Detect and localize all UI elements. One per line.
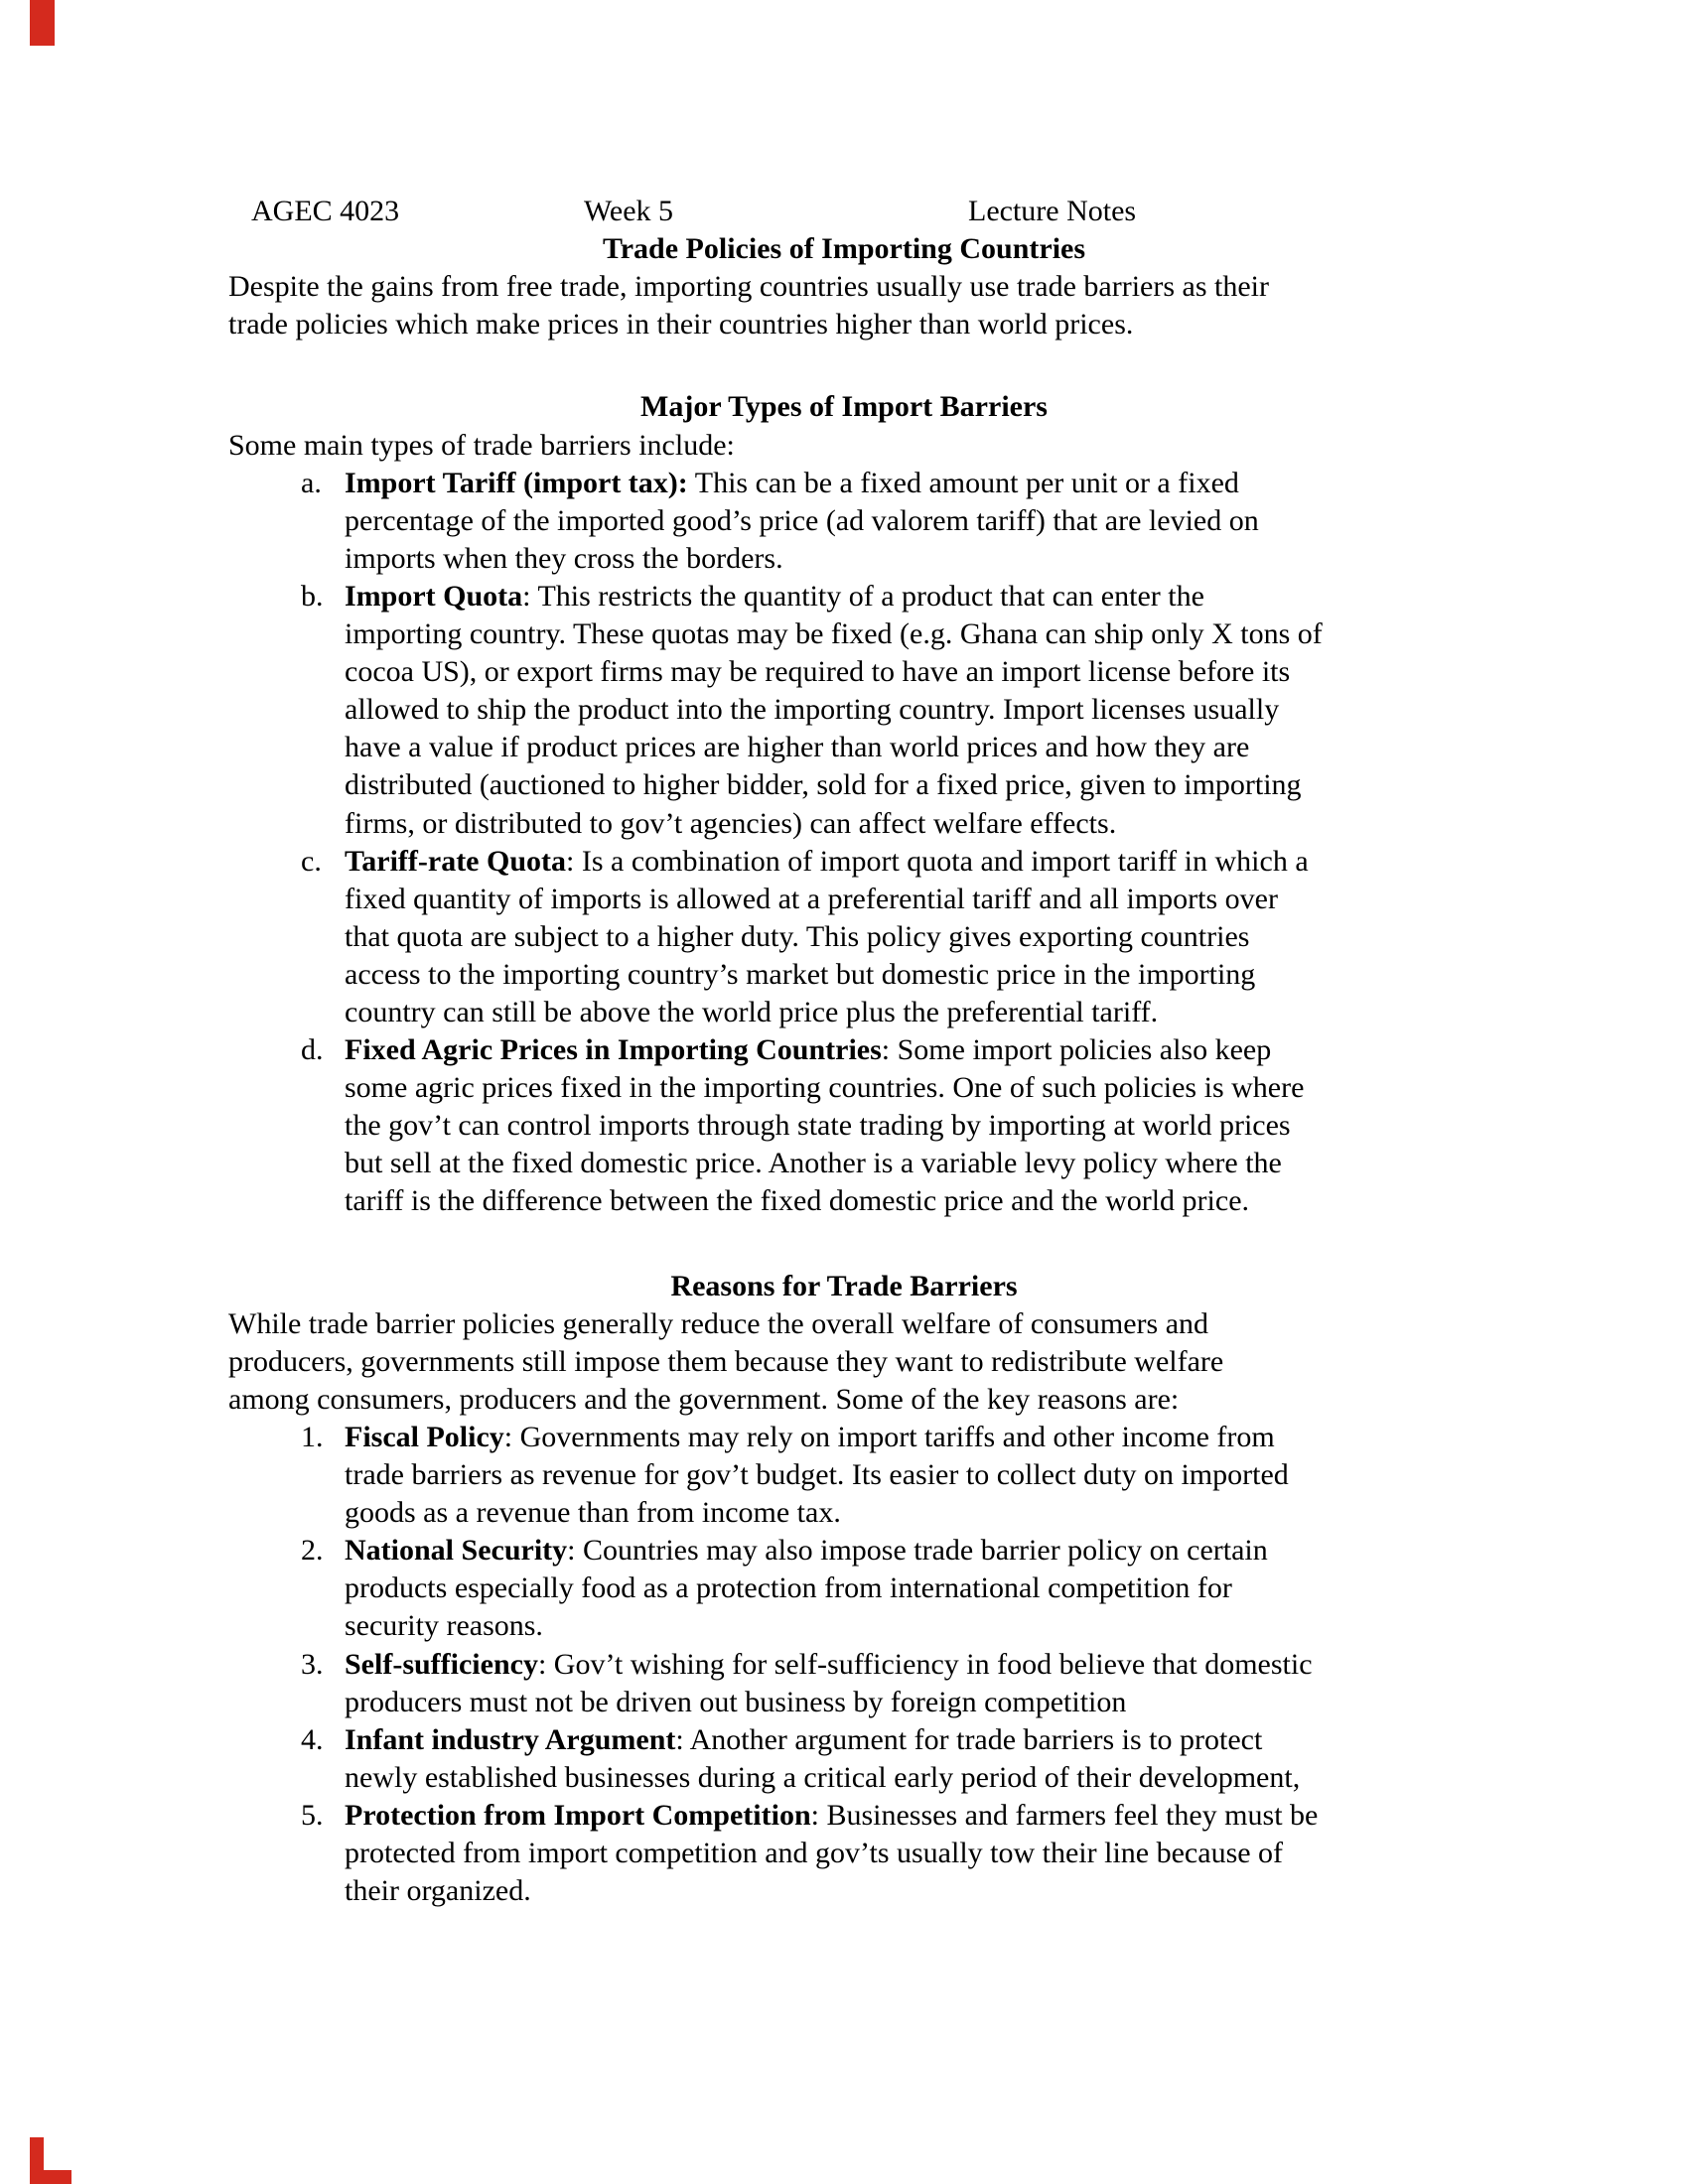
list-item [228,1646,1460,1721]
red-corner-mark-bottom-left [30,2137,71,2184]
major-types-lead: Some main types of trade barriers include: [228,428,735,462]
list-item-line: newly established businesses during a critical early period of their development, [345,1760,1301,1794]
list-marker: 1. [301,1421,324,1453]
list-item-text [345,578,1460,843]
list-item-line: imports when they cross the borders. [345,541,783,575]
list-item-bold-lead: Protection from Import Competition [345,1798,811,1832]
list-item [228,1721,1460,1797]
list-marker: 3. [301,1647,324,1681]
list-item-line: National Security: Countries may also impose trade barrier policy on certain [345,1534,1268,1568]
text-line: among consumers, producers and the government. Some of the key reasons are: [228,1382,1180,1416]
list-item [228,578,1460,843]
list-marker: 5. [301,1798,324,1832]
list-item-line: Fiscal Policy: Governments may rely on import tariffs and other income from [345,1421,1275,1453]
list-item-text [345,843,1460,1031]
import-barriers-list [228,465,1460,1221]
list-item-bold-lead: Import Quota [345,579,523,613]
blank-line [228,1221,1460,1259]
list-item-bold-lead: National Security [345,1534,568,1568]
list-item-line: fixed quantity of imports is allowed at a preferential tariff and all imports over [345,882,1278,915]
blank-line [228,343,1460,381]
list-item [228,1031,1460,1220]
list-item-line: access to the importing country’s market but domestic price in the importing [345,957,1256,991]
list-item-line: Import Tariff (import tax): This can be a fixed amount per unit or a fixed [345,466,1239,499]
red-corner-mark-top-left [30,0,55,46]
text-line: producers, governments still impose them because they want to redistribute welfare [228,1344,1224,1378]
list-marker: a. [301,466,322,499]
list-item-line: Tariff-rate Quota: Is a combination of import quota and import tariff in which a [345,844,1309,878]
list-item-bold-lead: Fiscal Policy [345,1421,504,1453]
list-marker: d. [301,1033,324,1067]
lecture-notes-label: Lecture Notes [968,195,1137,227]
list-item-text [345,1031,1460,1220]
list-item-line: the gov’t can control imports through state trading by importing at world prices [345,1109,1291,1143]
list-item-text [345,1721,1460,1797]
list-marker: 2. [301,1534,324,1568]
list-item-bold-lead: Fixed Agric Prices in Importing Countries [345,1033,882,1067]
list-item-line: Import Quota: This restricts the quantity of a product that can enter the [345,579,1204,613]
header-row [228,193,1460,230]
list-item-line: that quota are subject to a higher duty. This policy gives exporting countries [345,919,1250,953]
list-item-line: producers must not be driven out business by foreign competition [345,1685,1127,1718]
list-item [228,465,1460,578]
list-item [228,1419,1460,1532]
list-item [228,1532,1460,1645]
list-item-text [345,1797,1460,1910]
list-item-line: firms, or distributed to gov’t agencies) can affect welfare effects. [345,806,1117,840]
text-line: While trade barrier policies generally reduce the overall welfare of consumers and [228,1306,1209,1340]
list-item [228,1797,1460,1910]
list-item-line: importing country. These quotas may be fixed (e.g. Ghana can ship only X tons of [345,617,1323,651]
reasons-list [228,1419,1460,1910]
list-item-line: goods as a revenue than from income tax. [345,1496,841,1530]
list-item-text [345,1532,1460,1645]
list-item-bold-lead: Import Tariff (import tax): [345,466,688,499]
list-item-bold-lead: Self-sufficiency [345,1647,538,1681]
list-item-text [345,1419,1460,1532]
week-label: Week 5 [584,195,674,227]
list-item-line: Self-sufficiency: Gov’t wishing for self-sufficiency in food believe that domestic [345,1647,1313,1681]
list-item-line: their organized. [345,1874,531,1908]
list-item-line: security reasons. [345,1609,543,1643]
list-marker: 4. [301,1722,324,1756]
reasons-paragraph [228,1305,1460,1419]
page-title: Trade Policies of Importing Countries [602,232,1086,266]
section-heading-reasons: Reasons for Trade Barriers [670,1269,1018,1302]
course-code: AGEC 4023 [251,195,400,227]
list-item-text [345,1646,1460,1721]
list-item-line: country can still be above the world price plus the preferential tariff. [345,995,1159,1028]
list-item-line: trade barriers as revenue for gov’t budget. Its easier to collect duty on imported [345,1458,1289,1492]
list-item-line: Infant industry Argument: Another argument for trade barriers is to protect [345,1722,1263,1756]
list-item-line: Protection from Import Competition: Businesses and farmers feel they must be [345,1798,1319,1832]
list-item-line: distributed (auctioned to higher bidder, sold for a fixed price, given to importing [345,768,1302,802]
text-line: trade policies which make prices in their countries higher than world prices. [228,308,1134,341]
list-item-line: protected from import competition and gov’ts usually tow their line because of [345,1837,1284,1870]
page-content [228,193,1460,1910]
list-item-line: allowed to ship the product into the importing country. Import licenses usually [345,693,1280,727]
list-marker: c. [301,844,322,878]
list-item-line: have a value if product prices are higher than world prices and how they are [345,731,1250,764]
intro-paragraph [228,268,1460,343]
list-item-line: Fixed Agric Prices in Importing Countries: Some import policies also keep [345,1033,1272,1067]
list-item-bold-lead: Infant industry Argument [345,1722,676,1756]
list-item-line: products especially food as a protection from international competition for [345,1571,1232,1605]
list-item [228,843,1460,1031]
section-heading-major-types: Major Types of Import Barriers [640,390,1048,424]
list-marker: b. [301,579,324,613]
list-item-line: tariff is the difference between the fixed domestic price and the world price. [345,1184,1250,1218]
list-item-text [345,465,1460,578]
list-item-line: percentage of the imported good’s price (ad valorem tariff) that are levied on [345,503,1259,537]
list-item-line: but sell at the fixed domestic price. Another is a variable levy policy where the [345,1147,1282,1180]
list-item-bold-lead: Tariff-rate Quota [345,844,567,878]
list-item-line: cocoa US), or export firms may be required to have an import license before its [345,655,1291,689]
list-item-line: some agric prices fixed in the importing countries. One of such policies is where [345,1071,1305,1105]
text-line: Despite the gains from free trade, importing countries usually use trade barriers as their [228,270,1269,304]
